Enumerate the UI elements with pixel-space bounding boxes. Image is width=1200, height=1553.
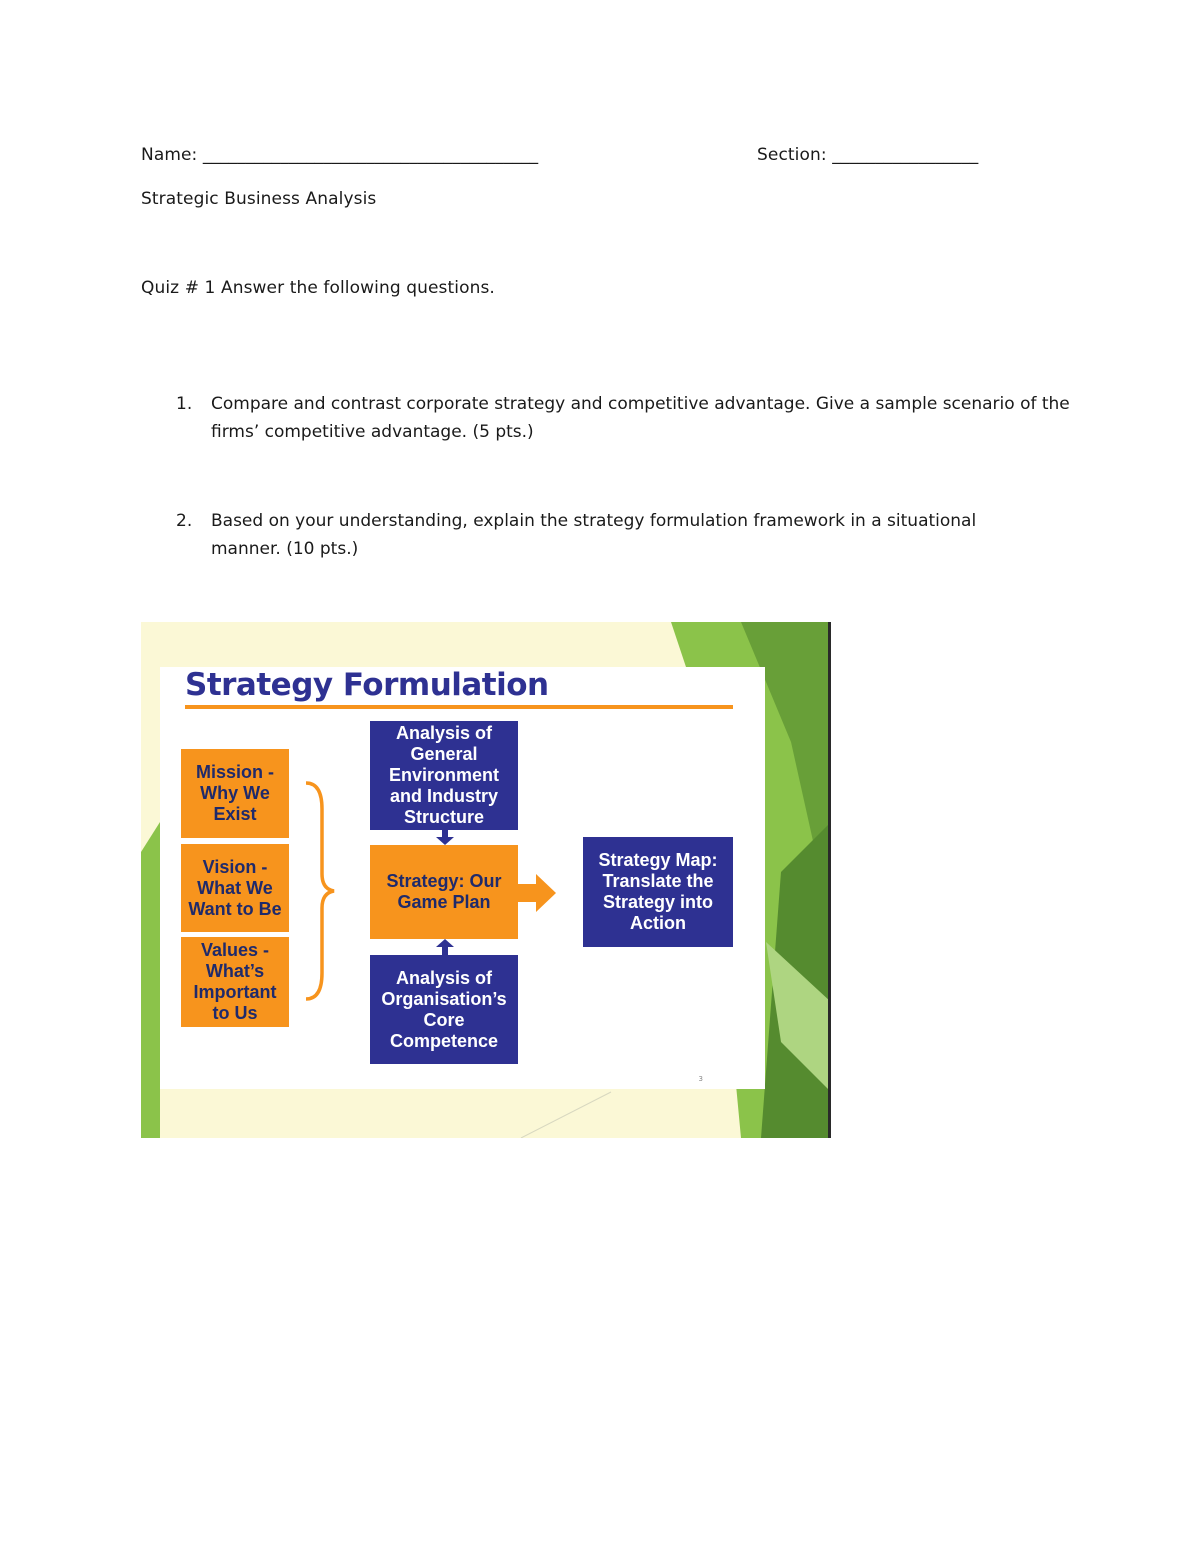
strategy-formulation-slide-image	[141, 622, 831, 1138]
general-environment-box: Analysis of General Environment and Industry Structure	[370, 721, 518, 830]
slide-edge	[828, 622, 831, 1138]
down-arrow-icon	[436, 830, 454, 846]
question-2-number: 2.	[176, 511, 193, 531]
section-field-label: Section: _________________	[757, 145, 979, 165]
question-1-number: 1.	[176, 394, 193, 414]
faint-line	[521, 1092, 611, 1138]
mission-box: Mission - Why We Exist	[181, 749, 289, 838]
green-shape-4	[141, 822, 160, 1138]
slide-content	[160, 667, 765, 1089]
name-field-label: Name: _______________________________________	[141, 145, 539, 165]
question-2-text: Based on your understanding, explain the strategy formulation framework in a situational manner. (10 pts.)	[211, 511, 977, 559]
question-1-text: Compare and contrast corporate strategy and competitive advantage. Give a sample scenario of the firms’ competitive advantage. (5 pts.)	[211, 394, 1070, 442]
vision-box: Vision - What We Want to Be	[181, 844, 289, 932]
right-arrow-icon	[518, 872, 558, 914]
strategy-game-plan-box: Strategy: Our Game Plan	[370, 845, 518, 939]
up-arrow-icon	[436, 939, 454, 955]
quiz-instructions: Quiz # 1 Answer the following questions.	[141, 278, 495, 298]
slide-title: Strategy Formulation	[185, 667, 549, 703]
strategy-map-box: Strategy Map: Translate the Strategy into Action	[583, 837, 733, 947]
slide-page-number: 3	[698, 1075, 703, 1083]
course-title: Strategic Business Analysis	[141, 189, 377, 209]
core-competence-box: Analysis of Organisation’s Core Competence	[370, 955, 518, 1064]
curly-brace	[300, 779, 340, 1004]
title-underline	[185, 705, 733, 709]
values-box: Values - What’s Important to Us	[181, 937, 289, 1027]
